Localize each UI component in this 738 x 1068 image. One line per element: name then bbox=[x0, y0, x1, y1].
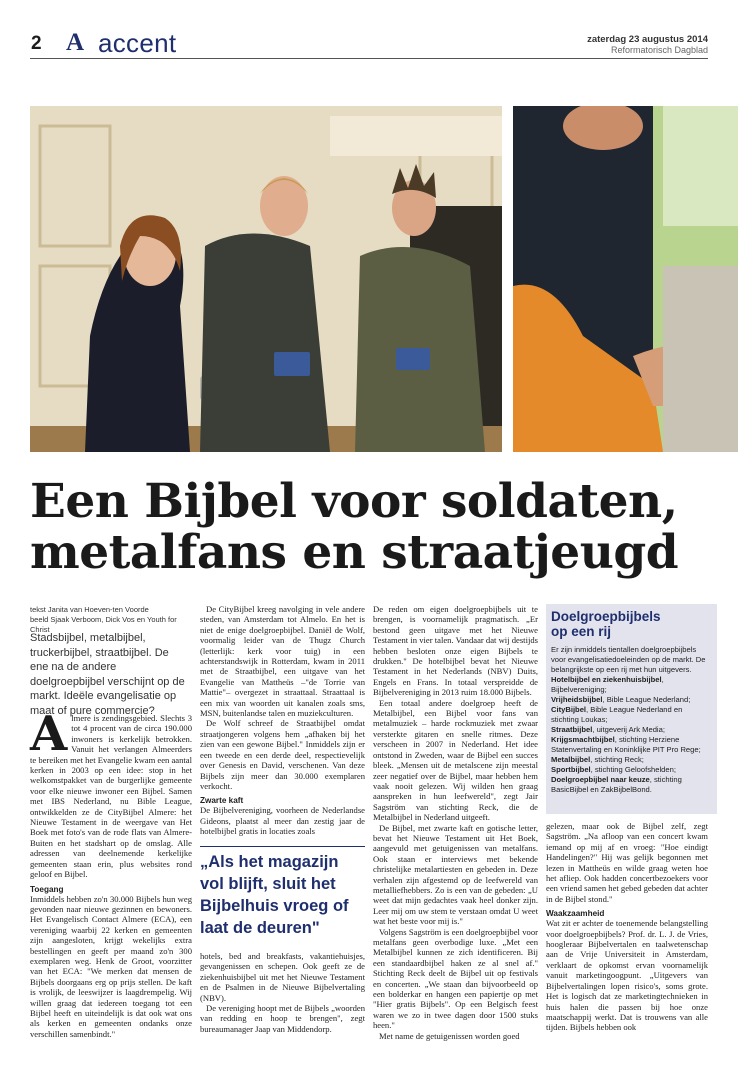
item-publisher: , stichting Reck; bbox=[590, 755, 644, 764]
col2-paragraph-5: De vereniging hoopt met de Bijbels „woorden van redding en hoop te brengen", zegt bureaumanager Jaap van Middendorp. bbox=[200, 1003, 365, 1034]
item-publisher: , Bijbelvereniging; bbox=[551, 675, 664, 694]
col1-paragraph-1: lmere is zendingsgebied. Slechts 3 tot 4 procent van de circa 190.000 inwoners is kerkelijk betrokken. Vanuit het verlangen Almeerders te bereiken met het Evangelie kwam een aantal kerken in 2003 op een idee: stop in het welkomstpakket van de burgerlijke gemeente voor elke nieuwe inwoner een Bijbel. Samen met IBS Nederland, nu Bible League, ontwikkelden ze de CityBijbel Almere: het Nieuwe Testament in de weergave van Het Boek met foto's van de rode flats van Almere-Buiten en het stadshart op de omslag. Alle adressen van deelnemende kerkelijke gemeenten staan erin, plus websites rond geloof en Bijbel. bbox=[30, 713, 193, 880]
col1-paragraph-2: Inmiddels hebben zo'n 30.000 Bijbels hun weg gevonden naar nieuwe gezinnen en bewoners. Het Evangelisch Contact Almere (ECA), een vereniging waarbij 22 kerken en gemeenten zijn aangesloten, krijgt wekelijks extra bestellingen en geeft per maand zo'n 300 exemplaren weg. Henk de Groot, voorzitter van het ECA: "We merken dat mensen de Bijbels doorgaans erg op prijs stellen. De kaft is vrolijk, de leeswijzer is laagdrempelig. Wij willen graag dat iedereen toegang tot een Bijbel heeft en uiteindelijk is dat ook wat ons als kerken en gemeenten ondanks onze verschillen samenbindt." bbox=[30, 893, 192, 1039]
headline-line-2: metalfans en straatjeugd bbox=[30, 525, 679, 580]
info-box-item bbox=[551, 765, 711, 775]
item-name: Metalbijbel bbox=[551, 755, 591, 764]
col3-paragraph-5: Met name de getuigenissen worden goed bbox=[379, 1030, 520, 1041]
info-box-title bbox=[551, 609, 711, 639]
col3-paragraph-3: De Bijbel, met zwarte kaft en gotische letter, bevat het Nieuwe Testament uit Het Boek, aangevuld met getuigenissen van metalfans. Ook staan er interviews met bekende christelijke metalartiesten en gebeden in. Deze verhalen zijn afgestemd op de leefwereld van metalliefhebbers. Zo is een van de gebeden: „U weet dat mijn gedachtes vaak heel donker zijn. Leer mij om uw stem te verstaan omdat U weet wat het beste voor mij is." bbox=[373, 822, 538, 927]
item-name: Straatbijbel bbox=[551, 725, 593, 734]
column-2-bottom bbox=[200, 951, 365, 1034]
info-box-item bbox=[551, 735, 711, 755]
side-photo bbox=[513, 106, 738, 452]
col3-paragraph-1: De reden om eigen doelgroepbijbels uit te brengen, is voornamelijk pragmatisch. „Er bestond geen uitgave met het Nieuwe Testament in vier talen. Vandaar dat wij destijds hebben besloten onze eigen Bijbels te drukken." De hotelbijbel bevat het Nieuwe Testament in het Nederlands (NBV) Duits, Engels en Frans. In totaal verspreidde de Bijbelvereniging in 2013 ruim 18.000 Bijbels. bbox=[373, 604, 538, 698]
info-box-item bbox=[551, 725, 711, 735]
column-3 bbox=[373, 604, 538, 1041]
section-logo: A bbox=[66, 29, 85, 56]
column-1 bbox=[30, 706, 193, 1039]
info-box-title-line-1: Doelgroepbijbels bbox=[551, 609, 661, 624]
credit-text: tekst Janita van Hoeven-ten Voorde bbox=[30, 605, 149, 614]
page-number: 2 bbox=[31, 33, 42, 54]
col4-paragraph-2: Wat zit er achter de toenemende belangstelling voor doelgroepbijbels? Prof. dr. L. J. de Vries, hoogleraar Bijbelvertalen en taalwetenschap aan de Vrije Universiteit in Amsterdam, verklaart de opkomst ervan voornamelijk vanuit marketingoogpunt. „Uitgevers van Bijbelvertalingen lopen risico's, soms grote. Het is logisch dat ze marketingtechnieken in huis halen die passen bij hoe onze maatschappij werkt. Dat is trouwens van alle tijden. Bijbels hebben ook bbox=[546, 918, 708, 1033]
info-box-item bbox=[551, 755, 711, 765]
item-publisher: , stichting BasicBijbel en ZakBijbelBond. bbox=[551, 775, 682, 794]
pull-quote: „Als het magazijn vol blijft, sluit het Bijbelhuis vroeg of laat de deuren" bbox=[200, 853, 349, 937]
item-publisher: , Bible League Nederland en stichting Loukas; bbox=[551, 705, 683, 724]
credit-photo: beeld Sjaak Verboom, Dick Vos en Youth for Christ bbox=[30, 615, 177, 634]
item-name: Doelgroepbijbel naar keuze bbox=[551, 775, 650, 784]
info-box-item bbox=[551, 695, 711, 705]
section-title: accent bbox=[98, 28, 177, 58]
item-publisher: , stichting Herziene Statenvertaling en Koninklijke PIT Pro Rege; bbox=[551, 735, 701, 754]
quote-rule-top bbox=[200, 846, 365, 847]
col3-paragraph-2: Een totaal andere doelgroep heeft de Metalbijbel, een Bijbel voor fans van metalmuziek – harde rockmuziek met zwaar versterkte gitaren en snelle ritmes. Deze verscheen in 2007 in Nederland. Het idee ontstond in Zweden, waar de Bijbel een succes bleek. „Mensen uit de metalscene zijn meestal zeer negatief over de Bijbel, maar hebben hem vaak nooit gelezen. Wij wilden hen graag aanspreken in hun leefwereld", zegt Jair Sagström van stichting Reck, die de Metalbijbel in Nederland uitgeeft. bbox=[373, 697, 538, 823]
item-publisher: , stichting Geloofshelden; bbox=[590, 765, 676, 774]
article-intro: Stadsbijbel, metalbijbel, truckerbijbel, straatbijbel. De ene na de andere doelgroepbijbel verschijnt op de markt. Ideële evangelisatie op maat of pure commercie? bbox=[30, 632, 185, 717]
item-name: CityBijbel bbox=[551, 705, 587, 714]
main-photo bbox=[30, 106, 502, 452]
info-box-title-line-2: op een rij bbox=[551, 624, 612, 639]
newspaper-name: Reformatorisch Dagblad bbox=[610, 45, 708, 55]
drop-cap: A bbox=[30, 706, 68, 762]
col2-paragraph-1: De CityBijbel kreeg navolging in vele andere steden, van Amsterdam tot Almelo. En het is niet de enige doelgroepbijbel. Daniël de Wolf, voormalig leider van de Thugz Church (letterlijk: kerk voor tuig) in een achterstandswijk in Rotterdam, kwam in 2011 met de Straatbijbel, een uitgave van het Evangelie van Mattheüs –"de Torrie van Mattie"– overgezet in straattaal. Straattaal is een mix van woorden uit kanalen zoals sms, MSN, buitenlandse talen en muziekculturen. bbox=[200, 604, 365, 719]
col4-paragraph-1: gelezen, maar ook de Bijbel zelf, zegt Sagström. „Na afloop van een concert kwam iemand op mij af en vroeg: "Hoe eindigt Handelingen?" Hij was gelijk begonnen met lezen in Mattheüs en wilde graag weten hoe het afliep. Ook hadden concertbezoekers voor een vriend samen het gebed gebeden dat achter in de Bijbel stond." bbox=[546, 821, 709, 904]
col2-paragraph-2: De Wolf schreef de Straatbijbel omdat straatjongeren volgens hem „afhaken bij het zien van een gewone Bijbel." Inmiddels zijn er een tweede en een derde deel, respectievelijk over Genesis en David, verschenen. Van deze Bijbels zijn meer dan 30.000 exemplaren verkocht. bbox=[200, 718, 365, 791]
col2-paragraph-4: hotels, bed and breakfasts, vakantiehuisjes, gevangenissen en schepen. Ook geeft ze de ziekenhuisbijbel uit met het Nieuwe Testament en de Psalmen in de Nieuwe Bijbelvertaling (NBV). bbox=[200, 951, 365, 1003]
item-name: Hotelbijbel en ziekenhuisbijbel bbox=[551, 675, 662, 684]
subheading-waakzaamheid: Waakzaamheid bbox=[546, 909, 605, 919]
subheading-toegang: Toegang bbox=[30, 884, 64, 894]
info-box-intro: Er zijn inmiddels tientallen doelgroepbijbels voor evangelisatiedoeleinden op de markt. De belangrijkste op een rij met hun uitgevers. bbox=[551, 645, 706, 674]
header-rule bbox=[30, 58, 708, 59]
column-4 bbox=[546, 821, 708, 1033]
headline bbox=[30, 476, 720, 578]
item-name: Sportbijbel bbox=[551, 765, 591, 774]
item-publisher: , Bible League Nederland; bbox=[602, 695, 691, 704]
info-box-item bbox=[551, 705, 711, 725]
issue-date: zaterdag 23 augustus 2014 bbox=[587, 34, 708, 45]
col3-paragraph-4: Volgens Sagström is een doelgroepbijbel voor metalfans geen overbodige luxe. „Met een Metalbijbel kunnen ze zich identificeren. Bij een standaardbijbel haken ze al snel af." Stichting Reck deelt de Bijbel uit op festivals en concerten. „We staan dan bijvoorbeeld op een bolderkar en hangen een papiertje op met "Hier gratis Bijbels". Op een Belgisch feest waren we zo in twee dagen door 1500 stuks heen." bbox=[373, 926, 538, 1031]
item-publisher: , uitgeverij Ark Media; bbox=[592, 725, 665, 734]
item-name: Vrijheidsbijbel bbox=[551, 695, 603, 704]
info-box bbox=[546, 604, 717, 814]
col2-paragraph-3: De Bijbelvereniging, voorheen de Nederlandse Gideons, plaatst al meer dan zestig jaar de hotelbijbel gratis in locaties zoals bbox=[200, 805, 365, 837]
subheading-zwarte-kaft: Zwarte kaft bbox=[200, 796, 244, 806]
column-2-top bbox=[200, 604, 365, 837]
headline-line-1: Een Bijbel voor soldaten, bbox=[30, 474, 678, 529]
item-name: Krijgsmachtbijbel bbox=[551, 735, 615, 744]
info-box-item bbox=[551, 675, 711, 695]
info-box-item bbox=[551, 775, 711, 795]
